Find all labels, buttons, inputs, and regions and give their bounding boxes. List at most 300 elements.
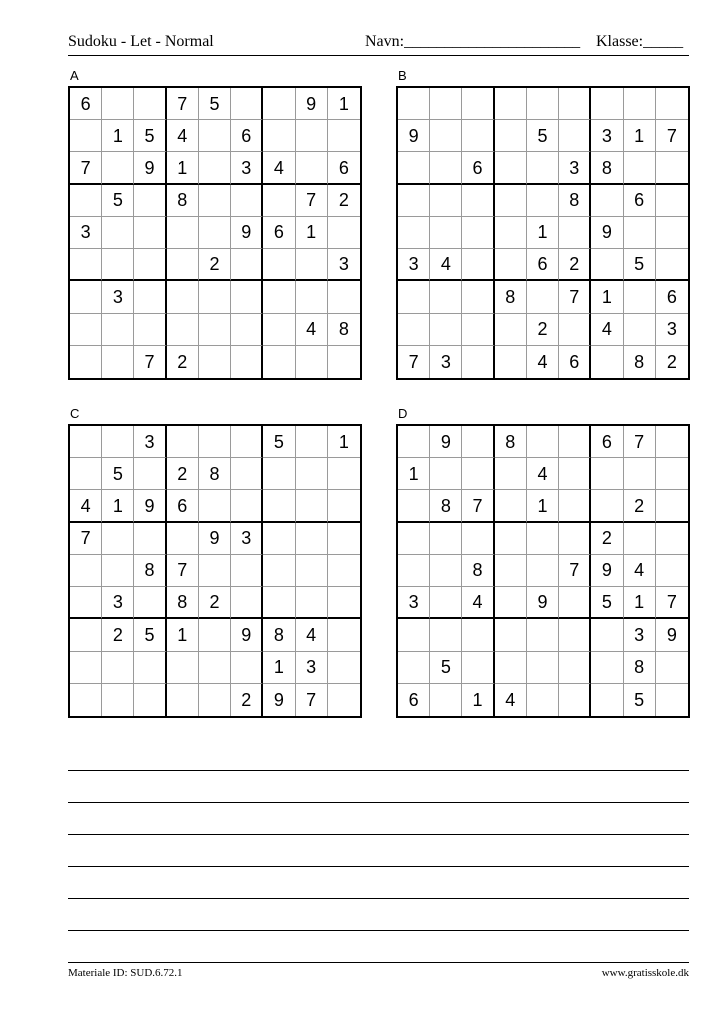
sudoku-cell	[495, 458, 527, 490]
sudoku-cell	[102, 555, 134, 587]
sudoku-grid-c	[68, 424, 362, 718]
writing-line	[68, 834, 689, 835]
sudoku-cell	[591, 684, 623, 716]
sudoku-cell	[495, 120, 527, 152]
sudoku-cell: 9	[134, 490, 166, 522]
sudoku-cell	[527, 426, 559, 458]
sudoku-cell	[559, 619, 591, 651]
sudoku-cell	[462, 185, 494, 217]
sudoku-cell: 9	[656, 619, 688, 651]
sudoku-cell	[167, 652, 199, 684]
sudoku-cell	[263, 281, 295, 313]
sudoku-cell: 3	[398, 249, 430, 281]
sudoku-cell: 9	[199, 523, 231, 555]
sudoku-cell	[134, 249, 166, 281]
sudoku-cell: 7	[656, 587, 688, 619]
sudoku-cell	[102, 314, 134, 346]
sudoku-cell	[70, 426, 102, 458]
sudoku-cell	[398, 152, 430, 184]
sudoku-cell	[430, 555, 462, 587]
sudoku-cell	[591, 619, 623, 651]
sudoku-cell	[559, 426, 591, 458]
sudoku-cell	[102, 652, 134, 684]
sudoku-cell	[430, 619, 462, 651]
sudoku-cell	[462, 281, 494, 313]
sudoku-cell	[624, 217, 656, 249]
sudoku-cell: 3	[430, 346, 462, 378]
sudoku-cell: 4	[462, 587, 494, 619]
sudoku-cell	[199, 314, 231, 346]
sudoku-cell	[462, 314, 494, 346]
sudoku-cell	[527, 185, 559, 217]
sudoku-cell: 8	[167, 185, 199, 217]
sudoku-cell	[624, 458, 656, 490]
sudoku-cell	[398, 426, 430, 458]
sudoku-cell	[559, 490, 591, 522]
sudoku-cell	[134, 684, 166, 716]
sudoku-cell	[199, 652, 231, 684]
puzzle-label-c: C	[70, 406, 80, 421]
sudoku-cell	[495, 346, 527, 378]
sudoku-cell	[328, 458, 360, 490]
sudoku-cell	[296, 555, 328, 587]
sudoku-cell: 7	[559, 555, 591, 587]
sudoku-cell: 9	[591, 217, 623, 249]
sudoku-cell	[656, 652, 688, 684]
sudoku-cell	[167, 426, 199, 458]
sudoku-cell	[70, 249, 102, 281]
sudoku-cell	[231, 346, 263, 378]
sudoku-cell: 5	[102, 185, 134, 217]
writing-line	[68, 898, 689, 899]
sudoku-cell: 8	[495, 281, 527, 313]
sudoku-cell: 7	[296, 684, 328, 716]
sudoku-cell	[70, 652, 102, 684]
sudoku-cell	[495, 555, 527, 587]
sudoku-grid-d	[396, 424, 690, 718]
sudoku-cell	[462, 249, 494, 281]
sudoku-cell	[167, 684, 199, 716]
sudoku-cell: 5	[199, 88, 231, 120]
sudoku-cell	[624, 523, 656, 555]
sudoku-cell	[231, 88, 263, 120]
sudoku-cell	[328, 120, 360, 152]
sudoku-cell	[559, 523, 591, 555]
sudoku-cell	[231, 426, 263, 458]
puzzle-label-d: D	[398, 406, 408, 421]
sudoku-cell: 4	[527, 346, 559, 378]
sudoku-cell	[296, 523, 328, 555]
sudoku-cell	[398, 652, 430, 684]
sudoku-cell	[495, 88, 527, 120]
sudoku-cell	[70, 587, 102, 619]
sudoku-cell	[263, 346, 295, 378]
sudoku-cell	[296, 281, 328, 313]
sudoku-cell: 7	[559, 281, 591, 313]
puzzle-label-b: B	[398, 68, 407, 83]
sudoku-cell	[167, 281, 199, 313]
sudoku-cell: 2	[231, 684, 263, 716]
sudoku-cell	[495, 185, 527, 217]
sudoku-cell	[656, 152, 688, 184]
sudoku-cell	[430, 88, 462, 120]
sudoku-cell	[462, 523, 494, 555]
sudoku-cell	[263, 88, 295, 120]
sudoku-cell: 4	[495, 684, 527, 716]
sudoku-cell	[199, 490, 231, 522]
sudoku-cell: 5	[134, 120, 166, 152]
puzzle-label-a: A	[70, 68, 79, 83]
sudoku-cell	[70, 555, 102, 587]
sudoku-cell: 6	[624, 185, 656, 217]
sudoku-cell	[263, 523, 295, 555]
sudoku-cell	[328, 490, 360, 522]
sudoku-cell: 8	[134, 555, 166, 587]
sudoku-cell	[559, 88, 591, 120]
sudoku-cell	[527, 152, 559, 184]
sudoku-cell	[296, 120, 328, 152]
sudoku-cell: 7	[624, 426, 656, 458]
sudoku-cell	[296, 426, 328, 458]
sudoku-cell	[134, 587, 166, 619]
sudoku-cell	[495, 249, 527, 281]
sudoku-cell: 6	[462, 152, 494, 184]
sudoku-cell: 9	[591, 555, 623, 587]
worksheet-title: Sudoku - Let - Normal	[68, 33, 214, 50]
sudoku-cell: 7	[70, 152, 102, 184]
sudoku-cell: 5	[430, 652, 462, 684]
sudoku-cell	[495, 490, 527, 522]
sudoku-cell: 2	[666, 351, 677, 372]
sudoku-cell	[70, 346, 102, 378]
sudoku-cell: 5	[134, 619, 166, 651]
sudoku-cell	[263, 587, 295, 619]
sudoku-cell	[328, 346, 360, 378]
sudoku-cell: 6	[231, 120, 263, 152]
sudoku-cell	[296, 490, 328, 522]
sudoku-cell	[328, 555, 360, 587]
sudoku-cell: 8	[591, 152, 623, 184]
sudoku-cell: 9	[231, 619, 263, 651]
sudoku-cell	[656, 490, 688, 522]
sudoku-cell	[102, 88, 134, 120]
sudoku-cell	[199, 426, 231, 458]
sudoku-cell: 3	[328, 249, 360, 281]
sudoku-cell: 9	[527, 587, 559, 619]
sudoku-cell	[430, 458, 462, 490]
sudoku-cell	[328, 217, 360, 249]
sudoku-cell: 1	[263, 652, 295, 684]
sudoku-cell	[231, 555, 263, 587]
sudoku-cell: 3	[231, 152, 263, 184]
sudoku-cell: 3	[102, 587, 134, 619]
sudoku-cell: 4	[624, 555, 656, 587]
sudoku-cell	[199, 684, 231, 716]
sudoku-cell: 3	[656, 314, 688, 346]
sudoku-cell	[231, 652, 263, 684]
sudoku-cell	[296, 346, 328, 378]
sudoku-cell	[328, 619, 360, 651]
sudoku-cell	[134, 314, 166, 346]
sudoku-cell: 3	[398, 587, 430, 619]
sudoku-cell: 1	[328, 426, 360, 458]
sudoku-cell: 6	[70, 88, 102, 120]
sudoku-cell	[398, 88, 430, 120]
sudoku-cell	[527, 88, 559, 120]
sudoku-cell	[430, 587, 462, 619]
sudoku-cell	[398, 523, 430, 555]
sudoku-cell	[231, 490, 263, 522]
sudoku-cell: 2	[559, 249, 591, 281]
sudoku-cell	[527, 523, 559, 555]
sudoku-cell: 7	[462, 490, 494, 522]
sudoku-cell	[199, 152, 231, 184]
sudoku-cell	[559, 314, 591, 346]
sudoku-cell	[199, 120, 231, 152]
sudoku-cell	[263, 555, 295, 587]
sudoku-cell: 8	[624, 652, 656, 684]
sudoku-cell	[398, 490, 430, 522]
sudoku-cell	[527, 652, 559, 684]
sudoku-cell: 6	[656, 281, 688, 313]
sudoku-cell	[199, 346, 231, 378]
sudoku-cell	[167, 314, 199, 346]
sudoku-cell	[430, 281, 462, 313]
sudoku-cell	[263, 458, 295, 490]
sudoku-cell: 1	[167, 619, 199, 651]
sudoku-cell	[328, 587, 360, 619]
sudoku-cell: 9	[398, 120, 430, 152]
sudoku-cell: 7	[296, 185, 328, 217]
sudoku-cell	[430, 684, 462, 716]
sudoku-cell	[462, 619, 494, 651]
sudoku-cell	[591, 88, 623, 120]
sudoku-cell: 6	[591, 426, 623, 458]
sudoku-cell	[559, 684, 591, 716]
sudoku-cell: 8	[624, 346, 656, 378]
sudoku-cell: 5	[102, 458, 134, 490]
sudoku-cell	[398, 217, 430, 249]
sudoku-cell	[134, 88, 166, 120]
sudoku-cell	[430, 152, 462, 184]
sudoku-cell	[527, 684, 559, 716]
sudoku-cell	[199, 619, 231, 651]
sudoku-cell	[167, 249, 199, 281]
sudoku-cell: 5	[591, 587, 623, 619]
sudoku-cell	[656, 684, 688, 716]
sudoku-cell	[70, 458, 102, 490]
sudoku-cell	[559, 217, 591, 249]
sudoku-cell: 4	[70, 490, 102, 522]
sudoku-cell: 2	[167, 346, 199, 378]
sudoku-cell	[231, 249, 263, 281]
sudoku-cell: 5	[624, 684, 656, 716]
sudoku-cell	[102, 684, 134, 716]
sudoku-cell: 8	[263, 619, 295, 651]
sudoku-cell: 7	[398, 346, 430, 378]
sudoku-cell	[328, 652, 360, 684]
sudoku-cell: 1	[296, 217, 328, 249]
sudoku-cell	[527, 555, 559, 587]
sudoku-cell	[656, 249, 688, 281]
sudoku-cell: 9	[296, 88, 328, 120]
sudoku-cell	[430, 314, 462, 346]
writing-line	[68, 866, 689, 867]
sudoku-cell	[624, 281, 656, 313]
sudoku-cell: 6	[559, 346, 591, 378]
sudoku-cell: 1	[591, 281, 623, 313]
sudoku-cell: 3	[70, 217, 102, 249]
sudoku-cell	[624, 88, 656, 120]
sudoku-cell	[624, 152, 656, 184]
sudoku-cell	[495, 619, 527, 651]
sudoku-cell	[656, 217, 688, 249]
sudoku-cell	[527, 281, 559, 313]
sudoku-cell: 8	[199, 458, 231, 490]
sudoku-cell: 3	[134, 426, 166, 458]
sudoku-cell: 8	[559, 185, 591, 217]
sudoku-cell	[70, 120, 102, 152]
sudoku-cell: 8	[495, 426, 527, 458]
sudoku-cell: 9	[263, 684, 295, 716]
sudoku-cell: 8	[328, 314, 360, 346]
sudoku-cell	[102, 217, 134, 249]
sudoku-cell	[199, 217, 231, 249]
sudoku-cell	[102, 426, 134, 458]
sudoku-cell	[398, 281, 430, 313]
sudoku-cell	[231, 281, 263, 313]
sudoku-cell: 1	[624, 587, 656, 619]
website-url: www.gratisskole.dk	[601, 967, 689, 979]
sudoku-cell	[70, 185, 102, 217]
sudoku-cell	[462, 346, 494, 378]
sudoku-cell: 4	[263, 152, 295, 184]
sudoku-cell	[231, 587, 263, 619]
class-field-label: Klasse:_____	[596, 33, 684, 50]
sudoku-cell	[559, 652, 591, 684]
sudoku-cell: 2	[328, 185, 360, 217]
sudoku-cell	[495, 152, 527, 184]
sudoku-cell	[430, 217, 462, 249]
sudoku-cell	[296, 458, 328, 490]
sudoku-cell	[591, 458, 623, 490]
sudoku-cell	[495, 217, 527, 249]
sudoku-cell	[527, 619, 559, 651]
writing-line	[68, 930, 689, 931]
sudoku-cell: 4	[591, 314, 623, 346]
sudoku-cell	[231, 314, 263, 346]
sudoku-cell	[102, 346, 134, 378]
sudoku-cell: 8	[430, 490, 462, 522]
sudoku-cell: 1	[624, 120, 656, 152]
sudoku-cell	[263, 185, 295, 217]
sudoku-cell	[102, 523, 134, 555]
sudoku-cell: 2	[102, 619, 134, 651]
sudoku-cell	[656, 88, 688, 120]
sudoku-cell: 3	[624, 619, 656, 651]
sudoku-cell	[134, 217, 166, 249]
sudoku-cell: 7	[134, 346, 166, 378]
sudoku-cell	[462, 88, 494, 120]
sudoku-cell	[656, 458, 688, 490]
sudoku-cell	[559, 458, 591, 490]
sudoku-cell: 3	[296, 652, 328, 684]
sudoku-cell	[199, 185, 231, 217]
sudoku-cell	[559, 587, 591, 619]
sudoku-cell	[430, 185, 462, 217]
sudoku-cell: 2	[199, 587, 231, 619]
sudoku-cell: 8	[167, 587, 199, 619]
sudoku-cell: 7	[167, 555, 199, 587]
sudoku-cell	[398, 314, 430, 346]
sudoku-cell: 2	[167, 458, 199, 490]
sudoku-cell: 3	[591, 120, 623, 152]
sudoku-cell	[591, 249, 623, 281]
sudoku-cell: 1	[398, 458, 430, 490]
sudoku-cell: 6	[167, 490, 199, 522]
sudoku-cell	[591, 185, 623, 217]
sudoku-cell	[70, 619, 102, 651]
sudoku-cell	[624, 314, 656, 346]
footer-rule	[68, 962, 689, 963]
writing-line	[68, 770, 689, 771]
sudoku-cell	[134, 652, 166, 684]
sudoku-cell	[296, 249, 328, 281]
sudoku-cell	[495, 587, 527, 619]
sudoku-cell	[102, 249, 134, 281]
sudoku-cell: 3	[231, 523, 263, 555]
sudoku-cell	[462, 217, 494, 249]
sudoku-grid-b	[396, 86, 690, 380]
sudoku-cell	[263, 249, 295, 281]
sudoku-cell: 3	[559, 152, 591, 184]
sudoku-cell	[70, 314, 102, 346]
sudoku-cell	[398, 185, 430, 217]
sudoku-cell	[398, 555, 430, 587]
sudoku-cell: 1	[167, 152, 199, 184]
sudoku-cell	[70, 281, 102, 313]
sudoku-cell: 1	[102, 120, 134, 152]
sudoku-cell	[656, 555, 688, 587]
sudoku-cell	[656, 523, 688, 555]
sudoku-cell: 7	[167, 88, 199, 120]
sudoku-cell: 6	[398, 684, 430, 716]
sudoku-cell	[70, 684, 102, 716]
sudoku-cell	[495, 652, 527, 684]
sudoku-cell	[328, 523, 360, 555]
sudoku-cell: 9	[430, 426, 462, 458]
sudoku-cell	[296, 587, 328, 619]
sudoku-cell: 9	[231, 217, 263, 249]
sudoku-cell: 5	[624, 249, 656, 281]
sudoku-cell	[430, 523, 462, 555]
sudoku-cell	[328, 281, 360, 313]
sudoku-cell	[462, 120, 494, 152]
sudoku-cell	[430, 120, 462, 152]
sudoku-cell: 9	[134, 152, 166, 184]
sudoku-cell: 3	[102, 281, 134, 313]
sudoku-cell	[231, 185, 263, 217]
sudoku-cell: 2	[624, 490, 656, 522]
sudoku-cell: 1	[102, 490, 134, 522]
sudoku-cell	[398, 619, 430, 651]
sudoku-cell: 7	[70, 523, 102, 555]
sudoku-cell: 2	[199, 249, 231, 281]
sudoku-grid-a	[68, 86, 362, 380]
sudoku-cell	[462, 652, 494, 684]
sudoku-cell: 2	[591, 523, 623, 555]
name-field-label: Navn:______________________	[365, 33, 581, 50]
